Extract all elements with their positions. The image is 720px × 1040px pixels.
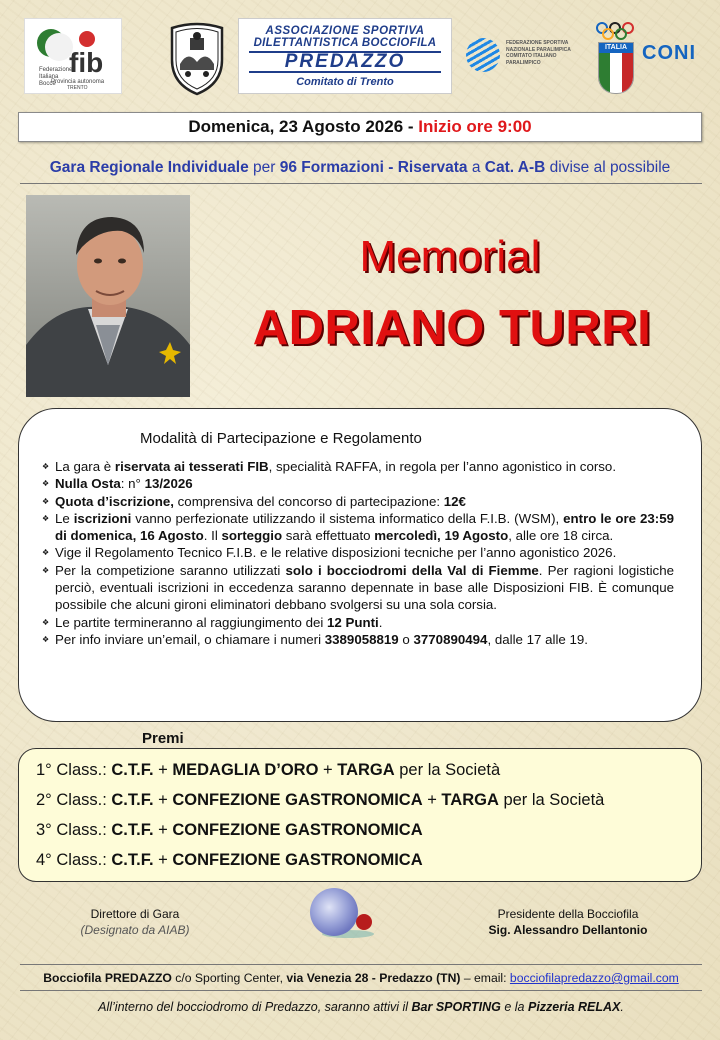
email-link[interactable]: bocciofilapredazzo@gmail.com [509,971,679,985]
cip-logo-icon [464,36,576,76]
asd-line1: ASSOCIAZIONE SPORTIVA [265,25,425,37]
sub-p3: 96 Formazioni - Riservata [279,159,468,176]
fib-logo-mark: fib [69,47,104,78]
cip-text1: FEDERAZIONE SPORTIVA NAZIONALE PARALIMPICA [506,40,571,53]
list-item: ❖ Per info inviare un’email, o chiamare i numeri 3389058819 o 3770890494, dalle 17 alle 19. [42,631,674,648]
cip-text2: COMITATO ITALIANO PARALIMPICO [506,53,557,66]
fib-logo-icon [24,18,122,94]
prize-row-3: 3° Class.: C.T.F. + CONFEZIONE GASTRONOMICA [36,821,423,839]
sub-p4: a [467,159,485,176]
honoree-name: ADRIANO TURRI [252,301,652,355]
coni-text: CONI [642,42,696,64]
prize-row-1: 1° Class.: C.T.F. + MEDAGLIA D’ORO + TARGA per la Società [36,761,501,779]
race-director-name: (Designato da AIAB) [80,923,190,937]
sub-p2: per [248,159,280,176]
club-president-name: Sig. Alessandro Dellantonio [488,923,648,937]
list-item: ❖ Le iscrizioni vanno perfezionate utilizzando il sistema informatico della F.I.B. (WSM), entro le ore 23:59 di domenica, 16 Agosto. Il sorteggio sarà effettuato mercoledì, 19 Agosto, alle ore 18 circa. [42,510,674,545]
divider [20,964,702,965]
club-president [450,906,686,938]
list-item: ❖ Nulla Osta: n° 13/2026 [42,475,674,492]
crest-icon [166,20,228,96]
rules-heading: Modalità di Partecipazione e Regolamento [140,430,422,447]
asd-line2: DILETTANTISTICA BOCCIOFILA [253,37,437,49]
list-item: ❖ Le partite termineranno al raggiungimento dei 12 Punti. [42,614,674,631]
list-item: ❖ Vige il Regolamento Tecnico F.I.B. e le relative disposizioni tecniche per l’anno agonistico 2026. [42,544,674,561]
prize-row-4: 4° Class.: C.T.F. + CONFEZIONE GASTRONOMICA [36,851,423,869]
list-item: ❖ Per la competizione saranno utilizzati solo i bocciodromi della Val di Fiemme. Per ragioni logistiche perciò, eventuali iscrizioni in eccedenza saranno depennate in base alle Disposizioni FIB. È comunque possibile che alcuni gironi eliminatori debbano svolgersi su una sola corsia. [42,562,674,614]
sub-p5: Cat. A-B [484,159,546,176]
divider [20,990,702,991]
asd-line4: Comitato di Trento [296,76,394,88]
fib-logo-sub1: Federazione Italiana Bocce [39,67,73,87]
fib-logo-sub2: Provincia autonoma [51,79,105,85]
coni-shield-label: ITALIA [599,43,633,53]
sub-p1: Gara Regionale Individuale [49,159,249,176]
fib-logo-sub3: TRENTO [67,85,88,91]
footer-address: Bocciofila PREDAZZO c/o Sporting Center, via Venezia 28 - Predazzo (TN) – email: bocciofilapredazzo@gmail.com [43,971,679,985]
portrait-photo [26,195,190,397]
footnote: All’interno del bocciodromo di Predazzo, saranno attivi il Bar SPORTING e la Pizzeria RELAX. [98,1000,624,1014]
list-item: ❖ Quota d’iscrizione, comprensiva del concorso di partecipazione: 12€ [42,493,674,510]
start-time: Inizio ore 9:00 [418,117,532,136]
prizes-heading: Premi [142,730,184,747]
competition-subtitle [18,159,702,177]
race-director [70,906,200,938]
rules-list [42,458,674,648]
memorial-heading: Memorial [359,232,541,281]
sub-p6: divise al possibile [545,159,671,176]
event-date: Domenica, 23 Agosto 2026 - [188,117,414,136]
race-director-role: Direttore di Gara [90,907,180,921]
asd-line3: PREDAZZO [249,51,441,73]
club-president-role: Presidente della Bocciofila [497,907,639,921]
asd-predazzo-logo-icon [238,18,452,94]
list-item: ❖ La gara è riservata ai tesserati FIB, specialità RAFFA, in regola per l’anno agonistico in corso. [42,458,674,475]
divider [20,183,702,184]
coni-logo-icon [594,20,704,98]
prize-row-2: 2° Class.: C.T.F. + CONFEZIONE GASTRONOMICA + TARGA per la Società [36,791,605,809]
date-banner [18,112,702,142]
bocce-balls-icon [304,886,376,944]
